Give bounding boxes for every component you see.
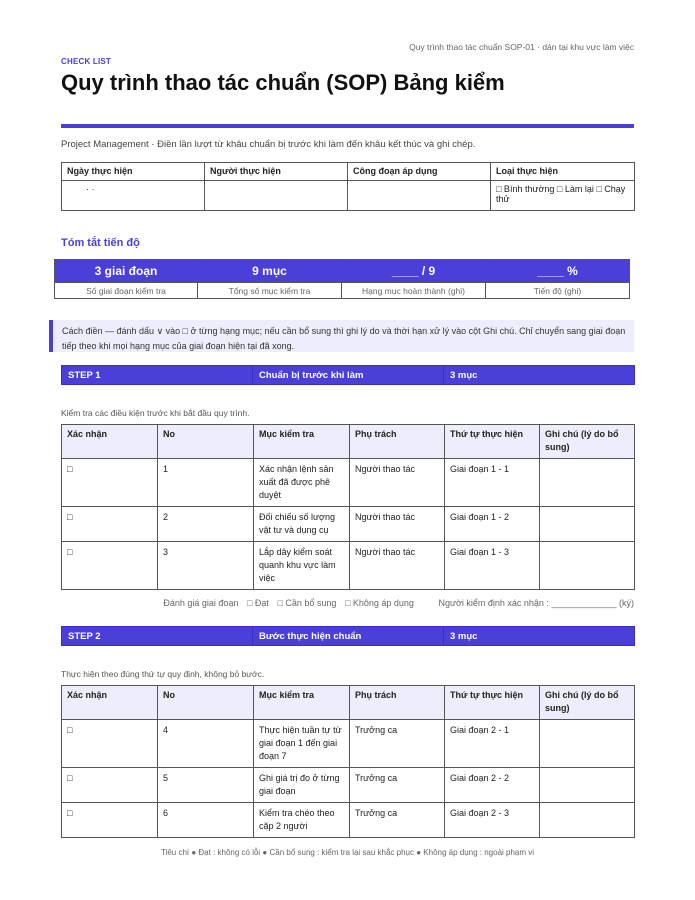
meta-type-options[interactable]: □ Bình thường □ Làm lại □ Chạy thử (491, 181, 635, 211)
evaluation-needs-fix[interactable]: □ Cần bổ sung (277, 598, 337, 608)
eyebrow-label: CHECK LIST (61, 57, 111, 66)
order: Giai đoạn 2 - 3 (445, 803, 540, 838)
step-2-table (61, 685, 635, 838)
order: Giai đoạn 1 - 2 (445, 507, 540, 542)
col-confirm: Xác nhận (62, 425, 158, 459)
col-no: No (158, 425, 254, 459)
confirm-checkbox[interactable]: □ (62, 768, 158, 803)
step-name: Bước thực hiện chuẩn (253, 627, 444, 646)
summary-label: Số giai đoạn kiểm tra (55, 283, 198, 299)
confirm-checkbox[interactable]: □ (62, 720, 158, 768)
check-item: Lắp dây kiểm soát quanh khu vực làm việc (254, 542, 350, 590)
order: Giai đoạn 1 - 3 (445, 542, 540, 590)
table-row (62, 768, 635, 803)
col-note: Ghi chú (lý do bổ sung) (540, 686, 635, 720)
note-field[interactable] (540, 459, 635, 507)
meta-date-field[interactable]: · · (62, 181, 205, 211)
owner: Trưởng ca (350, 803, 445, 838)
summary-completed[interactable]: ____ / 9 (342, 260, 486, 283)
confirm-checkbox[interactable]: □ (62, 542, 158, 590)
row-number: 4 (158, 720, 254, 768)
document-code: Quy trình thao tác chuẩn SOP-01 · dán tại khu vực làm việc (409, 42, 634, 52)
order: Giai đoạn 1 - 1 (445, 459, 540, 507)
evaluation-na[interactable]: □ Không áp dụng (344, 598, 414, 608)
table-row (62, 459, 635, 507)
owner: Trưởng ca (350, 768, 445, 803)
step-1-bar (61, 365, 635, 385)
step-count: 3 mục (444, 366, 635, 385)
check-item: Đối chiếu số lượng vật tư và dụng cụ (254, 507, 350, 542)
criteria-footer: Tiêu chí ● Đạt : không có lỗi ● Cần bổ sung : kiểm tra lại sau khắc phục ● Không áp dụng : ngoài phạm vi (160, 848, 535, 857)
meta-header-person: Người thực hiện (205, 163, 348, 181)
check-item: Xác nhận lệnh sản xuất đã được phê duyệt (254, 459, 350, 507)
confirm-checkbox[interactable]: □ (62, 507, 158, 542)
step-count: 3 mục (444, 627, 635, 646)
col-confirm: Xác nhận (62, 686, 158, 720)
summary-label: Tiến độ (ghi) (486, 283, 630, 299)
meta-header-stage: Công đoạn áp dụng (348, 163, 491, 181)
summary-title: Tóm tắt tiến độ (61, 237, 140, 249)
col-item: Mục kiểm tra (254, 425, 350, 459)
col-item: Mục kiểm tra (254, 686, 350, 720)
col-order: Thứ tự thực hiện (445, 686, 540, 720)
table-row (62, 803, 635, 838)
summary-stage-count: 3 giai đoạn (55, 260, 198, 283)
step-1-table (61, 424, 635, 590)
page-title: Quy trình thao tác chuẩn (SOP) Bảng kiểm (61, 70, 505, 95)
row-number: 1 (158, 459, 254, 507)
table-row (62, 542, 635, 590)
step-label: STEP 2 (62, 627, 253, 646)
summary-label: Hạng mục hoàn thành (ghi) (342, 283, 486, 299)
summary-progress[interactable]: ____ % (486, 260, 630, 283)
owner: Trưởng ca (350, 720, 445, 768)
note-field[interactable] (540, 803, 635, 838)
meta-header-type: Loại thực hiện (491, 163, 635, 181)
evaluation-pass[interactable]: □ Đạt (246, 598, 269, 608)
note-field[interactable] (540, 768, 635, 803)
check-item: Kiểm tra chéo theo cặp 2 người (254, 803, 350, 838)
step-label: STEP 1 (62, 366, 253, 385)
step-name: Chuẩn bị trước khi làm (253, 366, 444, 385)
col-no: No (158, 686, 254, 720)
row-number: 2 (158, 507, 254, 542)
confirm-checkbox[interactable]: □ (62, 459, 158, 507)
col-order: Thứ tự thực hiện (445, 425, 540, 459)
order: Giai đoạn 2 - 1 (445, 720, 540, 768)
col-owner: Phụ trách (350, 686, 445, 720)
table-row (62, 720, 635, 768)
inspector-signature[interactable]: Người kiểm định xác nhận : _____________ (ký) (438, 598, 634, 608)
owner: Người thao tác (350, 459, 445, 507)
instruction-note: Cách điền — đánh dấu ∨ vào □ ở từng hạng mục; nếu cần bổ sung thì ghi lý do và thời hạn xử lý vào cột Ghi chú. Chỉ chuyển sang giai đoạn tiếp theo khi mọi hạng mục của giai đoạn hiện tại đã xong. (49, 320, 634, 352)
note-field[interactable] (540, 542, 635, 590)
evaluation-label: Đánh giá giai đoạn (163, 598, 239, 608)
meta-table (61, 162, 635, 211)
step-2-description: Thực hiện theo đúng thứ tự quy định, không bỏ bước. (61, 669, 265, 679)
note-field[interactable] (540, 507, 635, 542)
stage-evaluation (157, 598, 634, 608)
check-item: Thực hiện tuần tự từ giai đoạn 1 đến giai đoạn 7 (254, 720, 350, 768)
summary-label: Tổng số mục kiểm tra (198, 283, 342, 299)
col-owner: Phụ trách (350, 425, 445, 459)
title-divider (61, 124, 634, 128)
page-description: Project Management · Điền lần lượt từ khâu chuẩn bị trước khi làm đến khâu kết thúc và ghi chép. (61, 139, 476, 150)
step-2-bar (61, 626, 635, 646)
row-number: 6 (158, 803, 254, 838)
col-note: Ghi chú (lý do bổ sung) (540, 425, 635, 459)
meta-person-field[interactable] (205, 181, 348, 211)
check-item: Ghi giá trị đo ở từng giai đoạn (254, 768, 350, 803)
row-number: 3 (158, 542, 254, 590)
note-field[interactable] (540, 720, 635, 768)
order: Giai đoạn 2 - 2 (445, 768, 540, 803)
step-1-description: Kiểm tra các điều kiện trước khi bắt đầu quy trình. (61, 408, 250, 418)
meta-stage-field[interactable] (348, 181, 491, 211)
summary-item-count: 9 mục (198, 260, 342, 283)
owner: Người thao tác (350, 542, 445, 590)
table-row (62, 507, 635, 542)
row-number: 5 (158, 768, 254, 803)
meta-header-date: Ngày thực hiện (62, 163, 205, 181)
summary-table (54, 259, 630, 299)
confirm-checkbox[interactable]: □ (62, 803, 158, 838)
owner: Người thao tác (350, 507, 445, 542)
